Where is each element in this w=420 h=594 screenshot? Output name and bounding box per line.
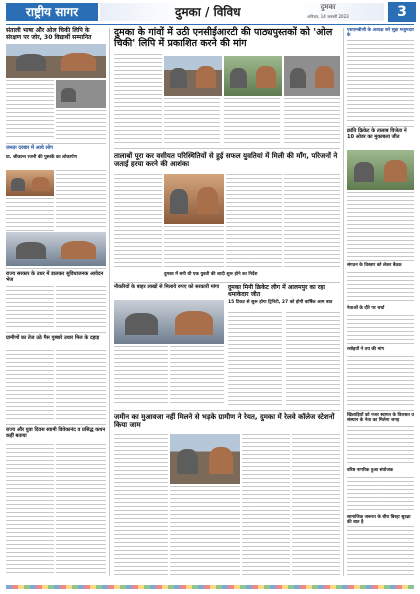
article-body bbox=[56, 170, 106, 230]
article-body bbox=[347, 426, 414, 466]
article-photo bbox=[6, 170, 54, 196]
page-footer bbox=[0, 580, 420, 594]
article-body bbox=[284, 174, 340, 270]
article-body bbox=[228, 312, 282, 406]
article-body bbox=[164, 98, 220, 144]
article-body bbox=[56, 110, 106, 140]
lead-headline: दुमका के गांवों में उठी एनसीईआरटी की पाठ्यपुस्तकों को 'ओल चिकी' लिपि में प्रकाशित करने की मांग bbox=[114, 27, 333, 49]
article-subheadline: 15 टिकट से सुरू होगा ट्रिनिटी, 27 को होगी वार्षिक आम बात bbox=[228, 300, 333, 305]
article-photo bbox=[170, 434, 240, 484]
article-headline: सामाजिक जरूरत के बीच बिरहा सुरक्षा की बात है bbox=[347, 515, 411, 526]
article-body bbox=[6, 286, 54, 330]
footer-color-bar bbox=[6, 585, 414, 589]
article-body bbox=[347, 192, 414, 258]
article-body bbox=[56, 350, 106, 420]
article-photo bbox=[347, 150, 414, 190]
article-body bbox=[292, 434, 340, 576]
paper-name: राष्ट्रीय सागर bbox=[6, 3, 98, 21]
article-body bbox=[347, 272, 414, 304]
divider bbox=[6, 332, 106, 333]
article-body bbox=[224, 98, 280, 144]
article-photo bbox=[56, 80, 106, 108]
divider bbox=[114, 282, 340, 283]
article-headline: तालाबों पूरा कर वसीयत परिस्थितियों से हुई सफल युवतियां में मिली की माँग, परिजनों ने जताई हरया करने की आशंका bbox=[114, 152, 338, 169]
article-body bbox=[114, 346, 168, 406]
page-number: 3 bbox=[388, 2, 416, 22]
article-headline: राज्य सरकार के उधर में डालकर सुविधाजनक आवेदन भेज bbox=[6, 271, 104, 283]
masthead-city-date bbox=[300, 3, 356, 21]
article-body bbox=[242, 434, 290, 576]
article-photo bbox=[114, 300, 224, 344]
divider bbox=[6, 268, 106, 269]
column-divider bbox=[109, 28, 110, 576]
article-photo bbox=[164, 174, 224, 224]
article-headline: संताली भाषा और ओल चिकी लिपि के संरक्षण पर जोर, 30 विद्यार्थी सम्मानित bbox=[6, 27, 92, 41]
article-body bbox=[114, 174, 162, 270]
article-body bbox=[56, 286, 106, 330]
article-subheadline: दुमका में बनी थी एक युवती की शादी शुरू होने का निर्देश bbox=[164, 272, 258, 277]
lead-photo bbox=[284, 56, 340, 96]
article-body bbox=[6, 80, 54, 140]
article-body bbox=[114, 54, 162, 144]
article-headline: प्रा. श्रीकान्त रजनी की पुस्तकें का लोकार्पण bbox=[6, 155, 77, 160]
article-headline: दुमका मिनी क्रिकेट लीग में आलमपुर का रहा धमाकेदार जीत bbox=[228, 284, 325, 298]
article-headline: क्रांति क्रिकेट के तालाब विजेता ने 10 ओवर का मुकाबला जीत bbox=[347, 128, 407, 140]
article-body bbox=[286, 312, 340, 406]
lead-photo bbox=[224, 56, 282, 96]
divider bbox=[6, 424, 106, 425]
divider bbox=[114, 410, 340, 411]
article-headline: वरिष्ठ नागरिक हुआ संयोजक bbox=[347, 468, 394, 473]
divider bbox=[6, 143, 106, 144]
issue-date: शनिवार, 14 जनवरी 2023 bbox=[307, 14, 349, 19]
article-photo bbox=[6, 232, 106, 266]
article-headline: रसोइयों ने तय की मांग bbox=[347, 347, 384, 352]
article-body bbox=[6, 444, 54, 576]
city-name: दुमका bbox=[320, 3, 336, 11]
article-headline: जमीन का मुआवजा नहीं मिलने से भड़के ग्रामीण ने रेयत, दुमका में रेलवे कॉलेज स्टेशनों किया जाम bbox=[114, 413, 335, 430]
article-headline: खिलाड़ियों को नजर स्वागत के विरासत व संस्थान के नेता का मिलेगा जगह bbox=[347, 413, 414, 424]
article-body bbox=[6, 350, 54, 420]
article-headline: जनता दरबार में आये लोग bbox=[6, 145, 53, 151]
lead-photo bbox=[164, 56, 222, 96]
article-body bbox=[284, 98, 340, 144]
article-body bbox=[164, 226, 224, 270]
article-headline: नेताओं के दौरे पर चर्चा bbox=[347, 306, 385, 311]
divider bbox=[347, 260, 414, 261]
divider bbox=[347, 410, 414, 411]
article-body bbox=[347, 526, 414, 576]
column-divider bbox=[343, 28, 344, 576]
article-headline: एसएमबीजी के अध्यक्ष बने सुहा मजुमदार के bbox=[347, 28, 414, 39]
masthead bbox=[0, 0, 420, 24]
article-photo bbox=[6, 44, 106, 78]
masthead-rule bbox=[6, 24, 414, 25]
article-headline: राज्य और युवा दिवस स्वामी विवेकानंद व प्रसिद्ध कथन कहीं बताया bbox=[6, 427, 106, 439]
article-headline: संगठन के विस्तार को लेकर बैठक bbox=[347, 263, 402, 268]
article-body bbox=[226, 174, 282, 270]
article-body bbox=[347, 315, 414, 345]
article-body bbox=[170, 346, 224, 406]
article-body bbox=[347, 477, 414, 513]
article-body bbox=[56, 444, 106, 576]
article-body bbox=[347, 356, 414, 408]
article-headline: ग्रामीणों का तेज उठे गैस गुब्बारे उधार मिल के दहाड़ bbox=[6, 335, 100, 341]
article-body bbox=[170, 486, 240, 576]
section-title: दुमका / विविध bbox=[175, 5, 241, 19]
article-body bbox=[347, 40, 414, 124]
article-headline: नौकरियों के बाहर लाखों से मिलाये रुपए को सरकारी मांगा bbox=[114, 284, 220, 290]
divider bbox=[114, 148, 340, 149]
article-body bbox=[114, 434, 168, 576]
divider bbox=[347, 126, 414, 127]
